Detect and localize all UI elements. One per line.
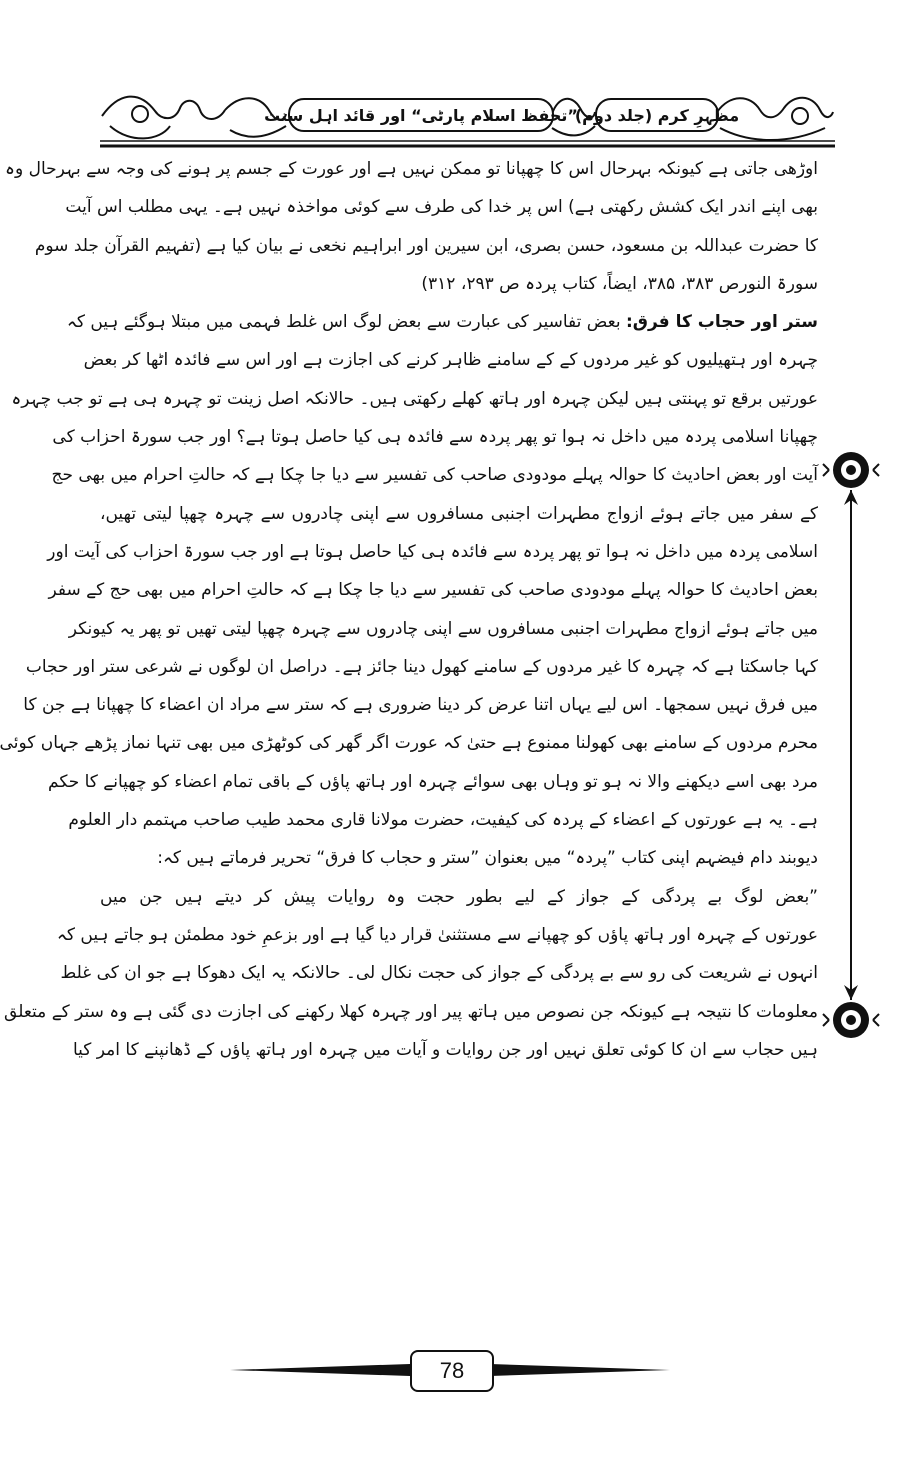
text-line: دیوبند دام فیضہم اپنی کتاب ”پردہ“ میں بعنوان ”ستر و حجاب کا فرق“ تحریر فرماتے ہیں کہ:	[157, 848, 818, 869]
text-line: آیت اور بعض احادیث کا حوالہ پہلے مودودی صاحب کی تفسیر سے دیا جا چکا ہے کہ حالتِ احرام میں بھی حج	[51, 465, 818, 486]
text-line: عورتیں برقع تو پہنتی ہیں لیکن چہرہ اور ہاتھ کھلے رکھتی ہیں۔ حالانکہ اصل زینت تو چہرہ ہی ہے تو جب چہرہ	[11, 388, 818, 409]
text-line: بھی اپنے اندر ایک کشش رکھتی ہے) اس پر خدا کی طرف سے کوئی مواخذہ نہیں ہے۔ یہی مطلب اس آیت	[65, 197, 818, 218]
text-line: ہے۔ یہ ہے عورتوں کے اعضاء کے پردہ کی کیفیت، حضرت مولانا قاری محمد طیب صاحب مہتمم دار العلوم	[68, 810, 818, 831]
text-line: بعض تفاسیر کی عبارت سے بعض لوگ اس غلط فہمی میں مبتلا ہوگئے ہیں کہ	[66, 312, 621, 333]
text-line: کہا جاسکتا ہے کہ چہرہ کا غیر مردوں کے سامنے کھول دینا جائز ہے۔ دراصل ان لوگوں نے شرعی ستر اور حجاب	[25, 656, 818, 677]
quote-line: عورتوں کے چہرہ اور ہاتھ پاؤں کو چھپانے سے مستثنیٰ قرار دیا گیا ہے اور بزعمِ خود مطمئن ہو جاتے ہیں کہ	[56, 924, 818, 945]
quote-line: معلومات کا نتیجہ ہے کیونکہ جن نصوص میں ہاتھ پیر اور چہرہ کھلا رکھنے کی اجازت دی گئی ہے وہ ستر کے متعلق	[4, 1001, 818, 1022]
section-first-line	[66, 303, 818, 341]
text-line: میں جاتے ہوئے ازواج مطہرات اجنبی مسافروں سے اپنی چادروں سے چہرہ چھپا لیتی تھیں تو پھر یہ کیونکر	[68, 618, 818, 639]
text-line: کے سفر میں جاتے ہوئے ازواج مطہرات اجنبی مسافروں سے اپنی چادروں سے چہرہ چھپا لیتی تھیں،	[100, 503, 818, 524]
text-line: بعض احادیث کا حوالہ پہلے مودودی صاحب کی تفسیر سے دیا جا چکا ہے کہ حالتِ احرام میں بھی حج کے سفر	[48, 580, 818, 601]
margin-ornament	[826, 430, 876, 1060]
body-text	[0, 150, 818, 1069]
text-line: محرم مردوں کے سامنے بھی کھولنا ممنوع ہے حتیٰ کہ عورت اگر گھر کی کوٹھڑی میں بھی تنہا نماز پڑھے جہاں کوئی	[0, 733, 818, 754]
text-line: سورۃ النورص ۳۸۳، ۳۸۵، ایضاً، کتاب پردہ ص ۲۹۳، ۳۱۲)	[421, 273, 818, 294]
text-line: چھپانا اسلامی پردہ میں داخل نہ ہوا تو پھر پردہ سے فائدہ ہی کیا حاصل ہوتا ہے؟ اور جب سورۃ احزاب کی	[52, 427, 818, 448]
text-line: چہرہ اور ہتھیلیوں کو غیر مردوں کے کے سامنے ظاہر کرنے کی اجازت ہے اور اس سے فائدہ اٹھا کر بعض	[83, 350, 818, 371]
page-footer	[230, 1346, 670, 1396]
page-number: 78	[410, 1350, 494, 1392]
book-title: مظہرِ کرم (جلد دوم)	[595, 98, 719, 132]
quote-line: ”بعض لوگ بے پردگی کے جواز کے لیے بطور حجت وہ روایات پیش کر دیتے ہیں جن میں	[100, 886, 818, 907]
text-line: میں فرق نہیں سمجھا۔ اس لیے یہاں اتنا عرض کر دینا ضروری ہے کہ ستر سے مراد ان اعضاء کا چھپانا ہے جن کا	[23, 695, 818, 716]
text-line: اوڑھی جاتی ہے کیونکہ بہرحال اس کا چھپانا تو ممکن نہیں ہے اور عورت کے جسم پر ہونے کی وجہ سے بہرحال وہ	[5, 159, 818, 179]
text-line: مرد بھی اسے دیکھنے والا نہ ہو تو وہاں بھی سوائے چہرہ اور ہاتھ پاؤں کے باقی تمام اعضاء کو چھپانے کا حکم	[48, 771, 818, 792]
page-header	[100, 86, 835, 152]
section-heading: ستر اور حجاب کا فرق:	[625, 312, 818, 333]
chapter-title: ”تحفظ اسلام پارٹی“ اور قائد اہل سنت	[288, 98, 554, 132]
text-line: کا حضرت عبداللہ بن مسعود، حسن بصری، ابن سیرین اور ابراہیم نخعی نے بیان کیا ہے (تفہیم القرآن جلد سوم	[34, 235, 818, 256]
quote-line: انہوں نے شریعت کی رو سے بے پردگی کے جواز کی حجت نکال لی۔ حالانکہ یہ ایک دھوکا ہے جو ان کی غلط	[60, 963, 818, 984]
text-line: اسلامی پردہ میں داخل نہ ہوا تو پھر پردہ سے فائدہ ہی کیا حاصل ہوتا ہے اور جب سورۃ احزاب کی آیت اور	[47, 541, 818, 562]
quote-line: ہیں حجاب سے ان کا کوئی تعلق نہیں اور جن روایات و آیات میں چہرہ اور ہاتھ پاؤں کے ڈھانپنے کا امر کیا	[73, 1039, 818, 1060]
